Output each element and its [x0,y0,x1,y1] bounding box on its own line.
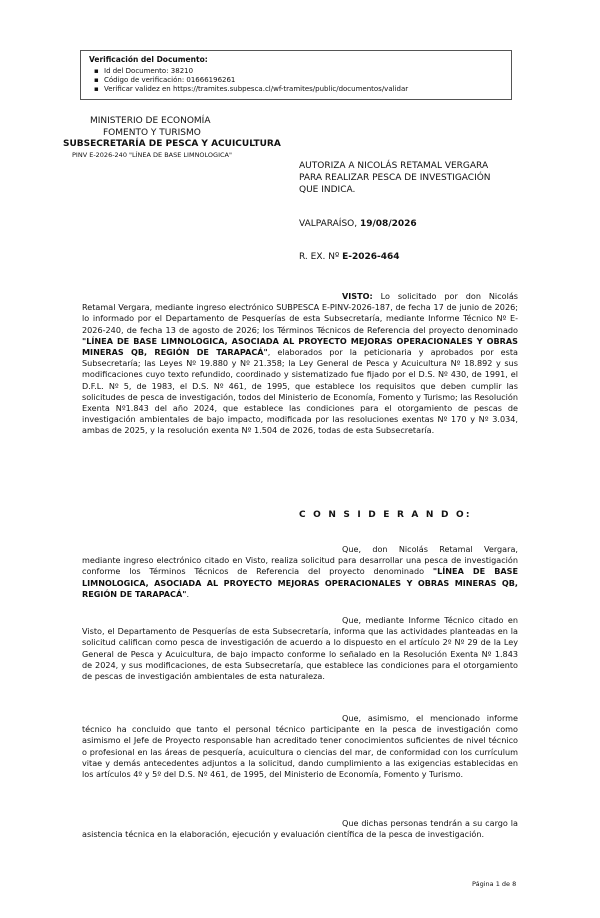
considerando-paragraph-3: Que, asimismo, el mencionado informe técnico ha concluido que tanto el personal técnico participante en la pesca de investigación como asimismo el Jefe de Proyecto responsable han acreditado tener conocimientos suficientes de nivel técnico o profesional en las áreas de pesquería, acuicultura o ciencias del mar, de conformidad con los currículum vitae y demás antecedentes adjuntos a la solicitud, dando cumplimiento a las exigencias establecidas en los artículos 4º y 5º del D.S. Nº 461, de 1995, del Ministerio de Economía, Fomento y Turismo. [82,713,518,780]
considerando-paragraph-4: Que dichas personas tendrán a su cargo la asistencia técnica en la elaboración, ejecución y evaluación científica de la pesca de investigación. [82,818,518,840]
bullet-icon: ▪ [94,76,99,84]
resolution-title-line3: QUE INDICA. [299,185,356,195]
pinv-reference: PINV E-2026-240 "LÍNEA DE BASE LIMNOLOGICA" [72,151,232,159]
considerando-heading: C O N S I D E R A N D O: [299,510,472,520]
considerando-paragraph-1: Que, don Nicolás Retamal Vergara, mediante ingreso electrónico citado en Visto, realiza solicitud para desarrollar una pesca de investigación conforme los Términos Técnicos de Referencia del proyecto denominado "LÍNEA DE BASE LIMNOLOGICA, ASOCIADA AL PROYECTO MEJORAS OPERACIONALES Y OBRAS MINERAS QB, REGIÓN DE TARAPACÁ". [82,544,518,599]
visto-label: VISTO: [342,291,373,301]
bullet-icon: ▪ [94,85,99,93]
verification-item-link: ▪ Verificar validez en https://tramites.subpesca.cl/wf-tramites/public/documentos/validar [94,85,409,93]
visto-paragraph: VISTO: Lo solicitado por don Nicolás Retamal Vergara, mediante ingreso electrónico SUBPESCA E-PINV-2026-187, de fecha 17 de junio de 2026; lo informado por el Departamento de Pesquerías de esta Subsecretaría, mediante Informe Técnico Nº E-2026-240, de fecha 13 de agosto de 2026; los Términos Técnicos de Referencia del proyecto denominado "LÍNEA DE BASE LIMNOLOGICA, ASOCIADA AL PROYECTO MEJORAS OPERACIONALES Y OBRAS MINERAS QB, REGIÓN DE TARAPACÁ", elaborados por la peticionaria y aprobados por esta Subsecretaría; las Leyes Nº 19.880 y Nº 21.358; la Ley General de Pesca y Acuicultura Nº 18.892 y sus modificaciones cuyo texto refundido, coordinado y sistematizado fue fijado por el D.S. Nº 430, de 1991, el D.F.L. Nº 5, de 1983, el D.S. Nº 461, de 1995, que establece los requisitos que deben cumplir las solicitudes de pesca de investigación, todos del Ministerio de Economía, Fomento y Turismo; las Resolución Exenta Nº1.843 del año 2024, que establece las condiciones para el otorgamiento de pescas de investigación ambientales de bajo impacto, modificada por las resoluciones exentas Nº 170 y Nº 3.034, ambas de 2025, y la resolución exenta Nº 1.504 de 2026, todas de esta Subsecretaría. [82,291,519,436]
project-name: "LÍNEA DE BASE LIMNOLOGICA, ASOCIADA AL PROYECTO MEJORAS OPERACIONALES Y OBRAS MINERAS QB, REGIÓN DE TARAPACÁ" [82,566,518,599]
verification-item-code: ▪ Código de verificación: 01666196261 [94,76,236,84]
ministry-name-line2: FOMENTO Y TURISMO [103,128,201,138]
considerando-paragraph-2: Que, mediante Informe Técnico citado en Visto, el Departamento de Pesquerías de esta Subsecretaría, informa que las actividades planteadas en la solicitud califican como pesca de investigación de acuerdo a lo dispuesto en el artículo 2º Nº 29 de la Ley General de Pesca y Acuicultura, de bajo impacto conforme lo señalado en la Resolución Exenta Nº 1.843 de 2024, y sus modificaciones, de esta Subsecretaría, que establece las condiciones para el otorgamiento de pescas de investigación ambientales de esta naturaleza. [82,615,518,682]
resolution-title-line1: AUTORIZA A NICOLÁS RETAMAL VERGARA [299,161,489,171]
verification-item-document-id: ▪ Id del Documento: 38210 [94,67,194,75]
bullet-icon: ▪ [94,67,99,75]
resolution-date: 19/08/2026 [359,219,417,229]
resolution-title-line2: PARA REALIZAR PESCA DE INVESTIGACIÓN [299,173,491,183]
ministry-name: MINISTERIO DE ECONOMÍA [90,116,211,126]
project-name: "LÍNEA DE BASE LIMNOLOGICA, ASOCIADA AL PROYECTO MEJORAS OPERACIONALES Y OBRAS MINERAS QB, REGIÓN DE TARAPACÁ" [82,335,518,358]
page-number: Página 1 de 8 [472,880,517,888]
resolution-number: R. EX. Nº E-2026-464 [299,252,400,262]
place-date: VALPARAÍSO, 19/08/2026 [299,219,417,229]
subsecretaria-name: SUBSECRETARÍA DE PESCA Y ACUICULTURA [63,139,281,149]
verification-title: Verificación del Documento: [89,55,208,64]
